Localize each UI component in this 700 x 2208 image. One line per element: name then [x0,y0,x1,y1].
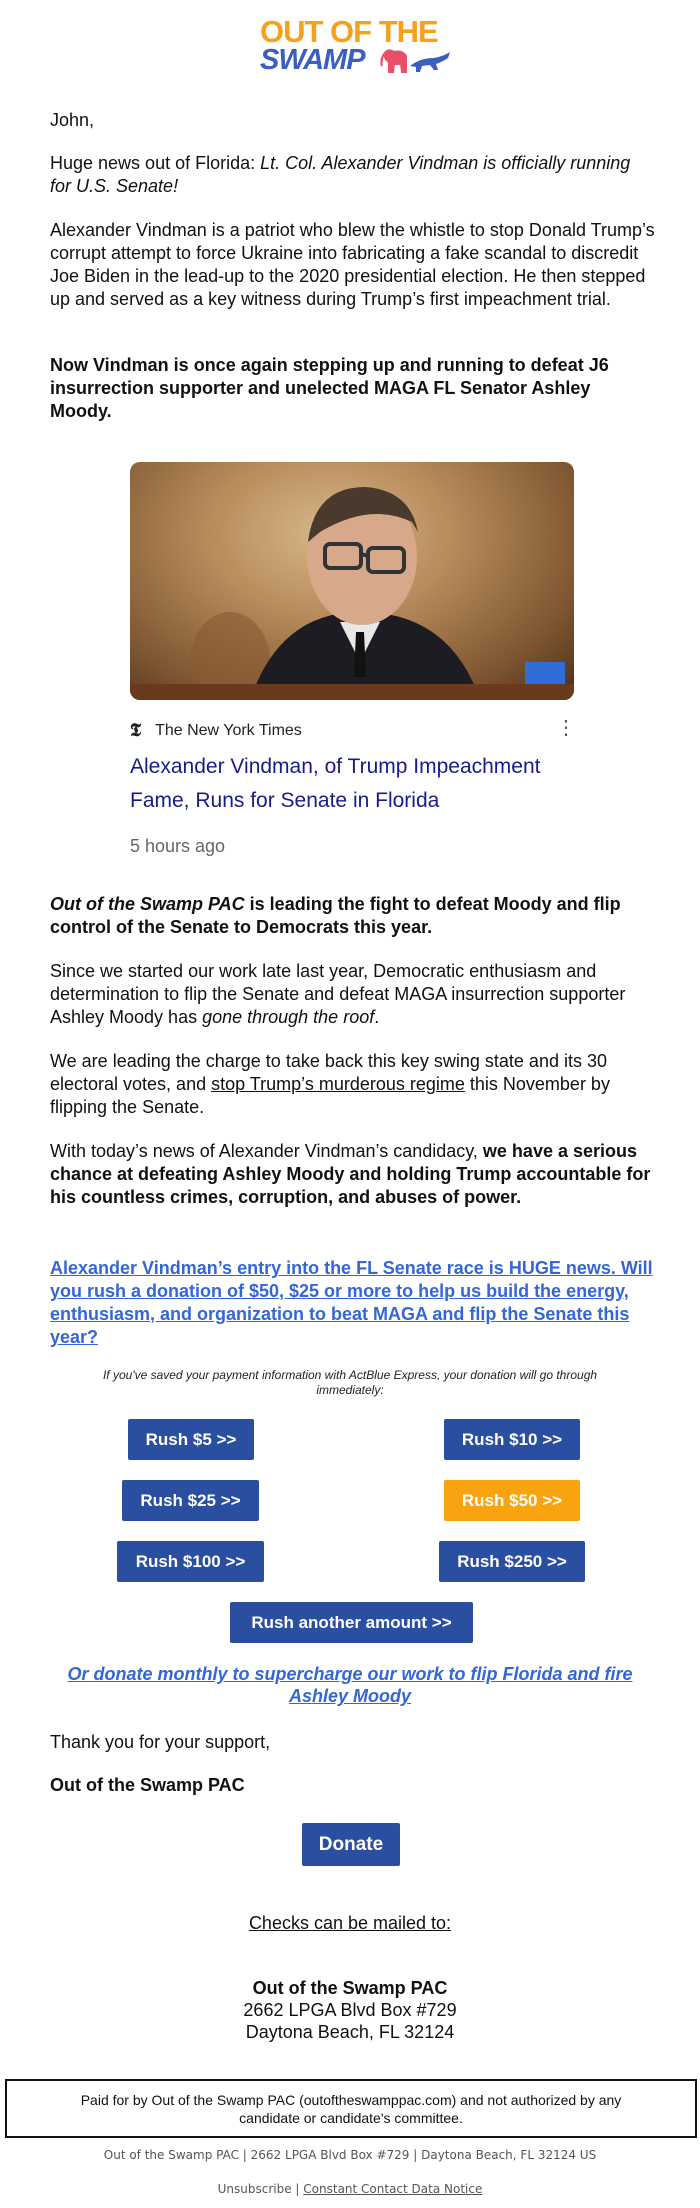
pac-name-italic: Out of the Swamp PAC [50,894,245,914]
logo-line-2: SWAMP [260,44,365,76]
nyt-logo-icon: 𝕿 [130,720,142,741]
out-of-the-swamp-logo [258,14,452,76]
rush-another-amount-button[interactable]: Rush another amount >> [230,1602,473,1643]
signature: Out of the Swamp PAC [50,1775,245,1795]
monthly-donation-link[interactable]: Or donate monthly to supercharge our work to flip Florida and fire Ashley Moody [67,1664,633,1706]
rush-100-button[interactable]: Rush $100 >> [117,1541,264,1582]
checks-label: Checks can be mailed to: [248,1913,452,1933]
rush-5-button[interactable]: Rush $5 >> [128,1419,254,1460]
paid-for-disclaimer [5,2079,697,2138]
rush-50-button[interactable]: Rush $50 >> [444,1480,580,1521]
greeting: John, [50,110,95,130]
paragraph-enthusiasm [50,960,655,1029]
rush-10-button[interactable]: Rush $10 >> [444,1419,580,1460]
enthusiasm-end: . [374,1007,380,1027]
disclaimer-text: Paid for by Out of the Swamp PAC (outoftheswamppac.com) and not authorized by any candidate or candidate's committee. [80,2091,622,2126]
paragraph-announcement [50,152,655,198]
address-name: Out of the Swamp PAC [252,1978,448,1998]
leading-fight-text: is leading the fight to defeat Moody and flip control of the Senate to Democrats this year. [50,894,621,937]
donation-ask-link[interactable]: Alexander Vindman’s entry into the FL Senate race is HUGE news. Will you rush a donation of $50, $25 or more to help us build the energy, enthusiasm, and organization to beat MAGA and flip the Senate this year? [50,1258,653,1347]
donate-button[interactable]: Donate [302,1823,400,1866]
rush-25-button[interactable]: Rush $25 >> [122,1480,259,1521]
serious-chance-bold: we have a serious chance at defeating Ashley Moody and holding Trump accountable for his countless crimes, corruption, and abuses of power. [50,1141,651,1207]
paragraph-vindman-background: Alexander Vindman is a patriot who blew the whistle to stop Donald Trump’s corrupt attempt to force Ukraine into fabricating a fake scandal to discredit Joe Biden in the lead-up to the 2020 presidential election. He then stepped up and served as a key witness during Trump’s first impeachment trial. [50,220,655,309]
news-headline-link[interactable]: Alexander Vindman, of Trump Impeachment Fame, Runs for Senate in Florida [130,755,541,812]
address-line-1: 2662 LPGA Blvd Box #729 [243,2000,457,2020]
swing-state-end: this November by flipping the Senate. [50,1074,610,1117]
vindman-photo [130,462,574,700]
footer-separator: | [291,2182,304,2196]
announcement-lead: Huge news out of Florida: [50,153,261,173]
news-source [130,720,302,741]
enthusiasm-italic: gone through the roof [202,1007,375,1027]
unsubscribe-link[interactable]: Unsubscribe [217,2182,292,2196]
elephant-alligator-icon [380,46,452,78]
stop-trump-link[interactable]: stop Trump’s murderous regime [211,1074,465,1094]
signoff: Thank you for your support, [50,1732,271,1752]
paragraph-leading-the-fight [50,893,655,939]
actblue-express-note: If you've saved your payment information with ActBlue Express, your donation will go through immediately: [102,1368,598,1397]
enthusiasm-lead: Since we started our work late last year, Democratic enthusiasm and determination to flip the Senate and defeat MAGA insurrection supporter Ashley Moody has [50,961,626,1027]
logo-line-1: OUT OF THE [260,14,438,49]
data-notice-link[interactable]: Constant Contact Data Notice [303,2182,483,2196]
paragraph-serious-chance [50,1140,655,1209]
news-timestamp: 5 hours ago [130,836,226,856]
paragraph-swing-state [50,1050,655,1119]
news-source-name: The New York Times [155,721,302,739]
news-article-image[interactable] [130,462,574,700]
more-options-icon[interactable]: ⋮ [556,717,576,739]
footer-address: Out of the Swamp PAC | 2662 LPGA Blvd Box #729 | Daytona Beach, FL 32124 US [103,2148,597,2162]
swing-state-lead: We are leading the charge to take back this key swing state and its 30 electoral votes, and [50,1051,607,1094]
announcement-italic: Lt. Col. Alexander Vindman is officially running for U.S. Senate! [50,153,631,196]
address-line-2: Daytona Beach, FL 32124 [245,2022,455,2042]
paragraph-running-to-defeat: Now Vindman is once again stepping up and running to defeat J6 insurrection supporter and unelected MAGA FL Senator Ashley Moody. [50,355,609,421]
footer-links [0,2182,700,2196]
mailing-address [0,1977,700,2043]
rush-250-button[interactable]: Rush $250 >> [439,1541,585,1582]
serious-chance-lead: With today’s news of Alexander Vindman’s candidacy, [50,1141,483,1161]
